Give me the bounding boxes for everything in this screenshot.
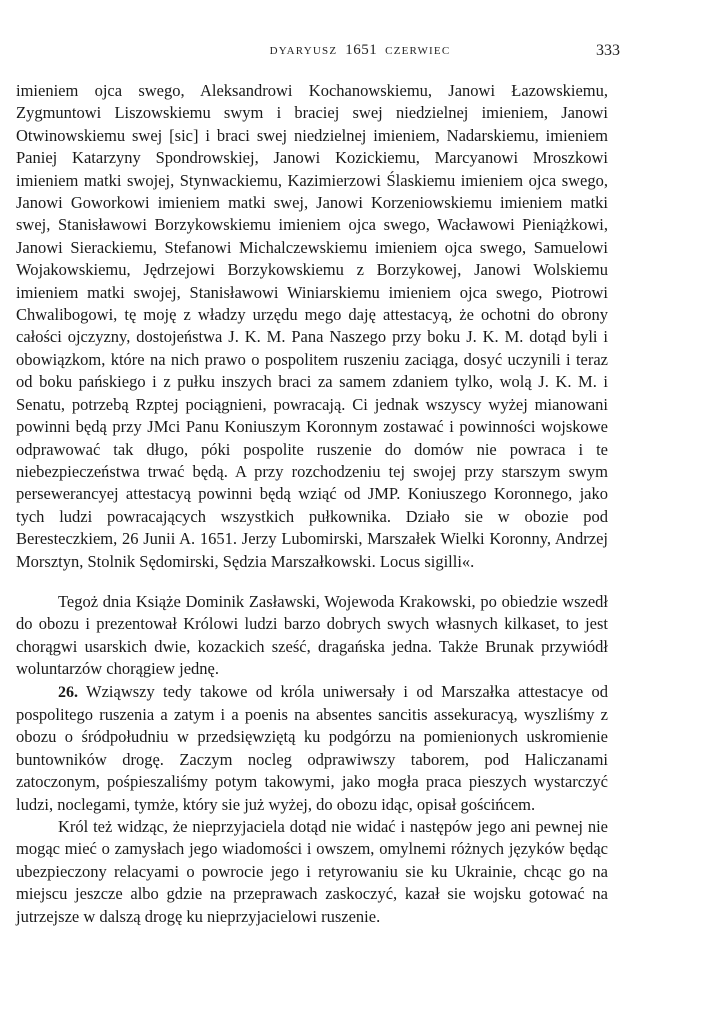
paragraph-spacer xyxy=(16,573,608,591)
paragraph-continued: imieniem ojca swego, Aleksandrowi Kochanowskiemu, Janowi Łazowskiemu, Zygmuntowi Liszowskiemu swym i braciej swej niedzielnej imieniem, Janowi Otwinowskiemu swej [sic] i braci swej niedzielnej imieniem, Nadarskiemu, imieniem Paniej Katarzyny Spondrowskiej, Janowi Kozickiemu, Marcyanowi Mroszkowi imieniem matki swojej, Stynwackiemu, Kazimierzowi Ślaskiemu imieniem ojca swego, Janowi Goworkowi imieniem matki swej, Janowi Korzeniowskiemu imieniem matki swej, Stanisławowi Borzykowskiemu imieniem ojca swego, Wacławowi Pieniążkowi, Janowi Sierackiemu, Stefanowi Michalczewskiemu imieniem ojca swego, Samuelowi Wojakowskiemu, Jędrzejowi Borzykowskiemu z Borzykowej, Janowi Wolskiemu imieniem matki swojej, Stanisławowi Winiarskiemu imieniem ojca swego, Piotrowi Chwalibogowi, tę moję z władzy urzędu mego daję attestacyą, że ochotni do obrony całości ojczyzny, dostojeństwa J. K. M. Pana Naszego przy boku J. K. M. dotąd byli i obowiązkom, które na nich prawo o pospolitem ruszeniu zaciąga, dosyć uczynili i teraz od boku pańskiego i z pułku inszych braci za samem zdaniem tylko, wolą J. K. M. i Senatu, potrzebą Rzptej pociągnieni, powracają. Ci jednak wszyscy wyżej mianowani powinni będą przy JMci Panu Koniuszym Koronnym zostawać i powinności wojskowe odprawować tak długo, póki pospolite ruszenie do domów nie powraca i te niebezpieczeństwa trwać będą. A przy rozchodzeniu tej swojej przy starszym swym persewerancyej attestacyą powinni będą wziąć od JMP. Koniuszego Koronnego, jako tych ludzi powracających wszystkich pułkownika. Działo sie w obozie pod Beresteczkiem, 26 Junii A. 1651. Jerzy Lubomirski, Marszałek Wielki Koronny, Andrzej Morsztyn, Stolnik Sędomirski, Sędzia Marszałkowski. Locus sigilli«. xyxy=(16,81,608,571)
paragraph: Król też widząc, że nieprzyjaciela dotąd nie widać i następów jego ani pewnej nie mogąc mieć o zamysłach jego wiadomości i owszem, omylnemi różnych języków będąc ubezpieczony relacyami o powrocie jego i retyrowaniu sie ku Ukrainie, chcąc go na miejscu jeszcze albo gdzie na przeprawach zaskoczyć, kazał sie wojsku gotować na jutrzejsze w dalszą drogę ku nieprzyjacielowi ruszenie. xyxy=(16,817,608,926)
paragraph-text: Wziąwszy tedy takowe od króla uniwersały i od Marszałka attestacye od pospolitego ruszenia a zatym i a poenis na absentes sancitis assekuracyą, wyszliśmy z obozu o śródpołudniu w przedsięwziętą ku podgórzu na pomienionych uskromienie buntowników drogę. Zaczym nocleg odprawiwszy taborem, pod Haliczanami zatoczonym, pośpieszaliśmy potym takowymi, jako mogła praca pieszych wystarczyć ludzi, noclegami, tymże, który sie już wyżej, do obozu idąc, opisał gościńcem. xyxy=(16,681,608,814)
running-head-title-right: CZERWIEC xyxy=(385,45,451,57)
running-head-title-left: DYARYUSZ xyxy=(269,45,338,57)
body-text xyxy=(16,80,608,928)
page-number: 333 xyxy=(596,42,620,59)
paragraph-numbered xyxy=(16,681,608,816)
paragraph: Tegoż dnia Książe Dominik Zasławski, Wojewoda Krakowski, po obiedzie wszedł do obozu i prezentował Królowi ludzi barzo dobrych swych własnych kilkaset, to jest chorągwi usarskich dwie, kozackich sześć, dragańska jedna. Także Brunak przywiódł woluntarzów chorągiew jednę. xyxy=(16,591,608,679)
running-head-year: 1651 xyxy=(345,42,378,58)
section-number: 26. xyxy=(58,683,78,701)
